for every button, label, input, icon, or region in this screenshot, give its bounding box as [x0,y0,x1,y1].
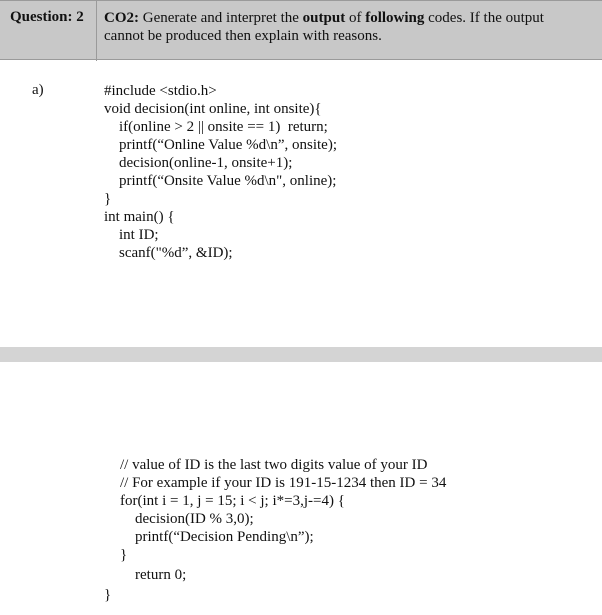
code-line: int ID; [104,227,159,243]
code-line: } [120,547,128,563]
code-line: printf(“Online Value %d\n”, onsite); [104,137,337,153]
code-line: // value of ID is the last two digits value of your ID [120,457,428,473]
question-text [104,9,584,45]
code-line: for(int i = 1, j = 15; i < j; i*=3,j-=4) { [120,493,345,509]
header-divider [96,1,97,61]
code-line: } [104,587,112,603]
question-label: Question: 2 [10,9,84,25]
question-header [0,0,602,60]
code-line: scanf("%d”, &ID); [104,245,233,261]
part-label: a) [32,82,44,98]
code-line: int main() { [104,209,175,225]
question-text-part: codes. If the output cannot be produced then explain with reasons. [104,10,544,44]
code-line: printf(“Decision Pending\n”); [120,529,314,545]
code-line: // For example if your ID is 191-15-1234 then ID = 34 [120,475,447,491]
question-bold-output: output [302,10,346,26]
code-line: decision(online-1, onsite+1); [104,155,293,171]
code-line: return 0; [120,567,187,583]
question-text-part: of [345,10,366,26]
code-line: void decision(int online, int onsite){ [104,101,322,117]
code-line: if(online > 2 || onsite == 1) return; [104,119,328,135]
code-line: } [104,191,112,207]
question-text-part: Generate and interpret the [139,10,303,26]
code-line: #include <stdio.h> [104,83,217,99]
code-line: printf(“Onsite Value %d\n", online); [104,173,337,189]
page-separator [0,347,602,362]
question-bold-following: following [365,10,425,26]
co-label: CO2: [104,10,139,26]
code-line: decision(ID % 3,0); [120,511,254,527]
